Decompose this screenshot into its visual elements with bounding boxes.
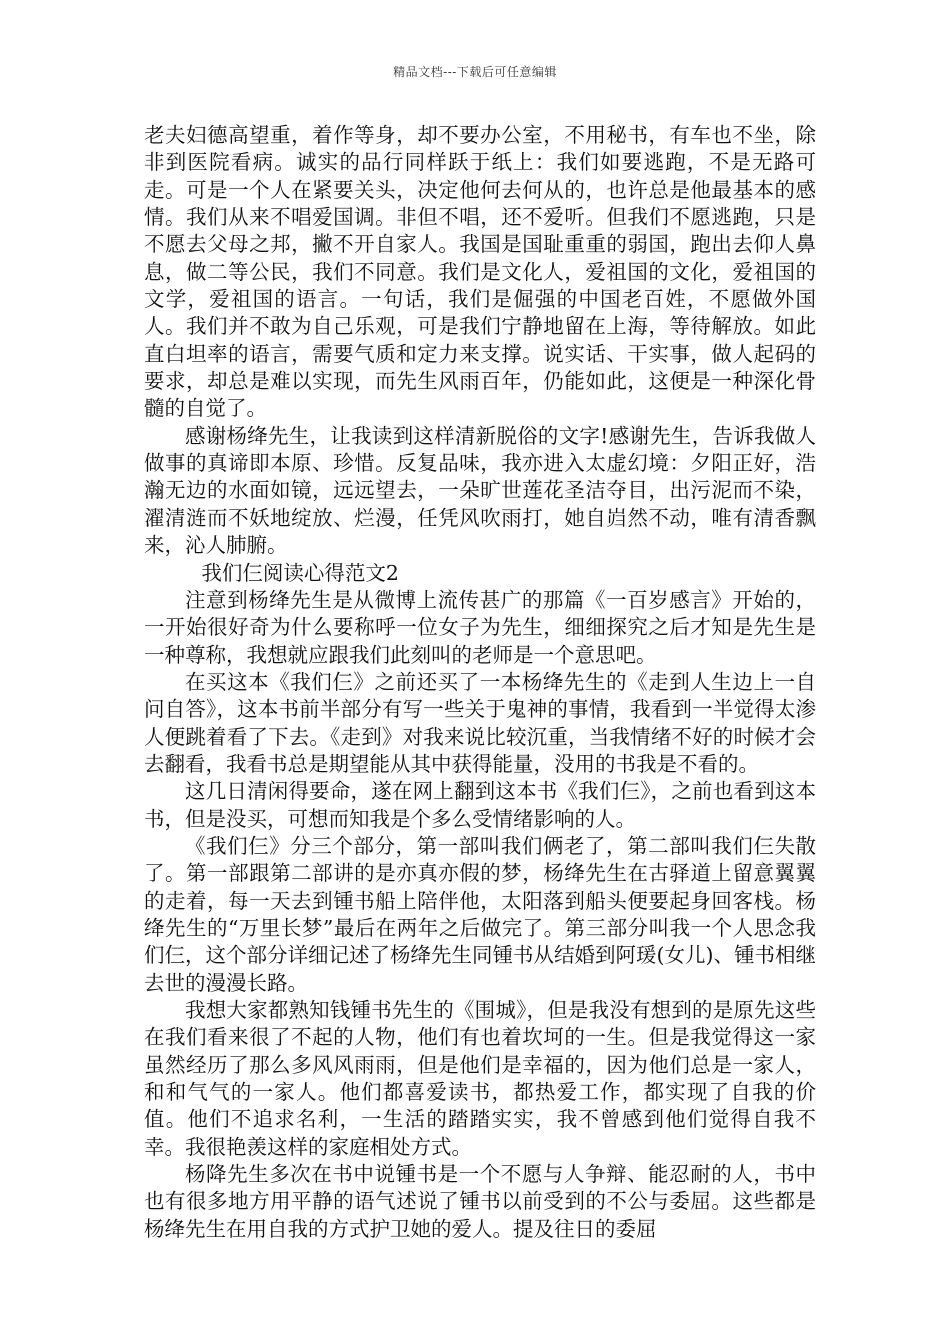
paragraph-intro: 注意到杨绛先生是从微博上流传甚广的那篇《一百岁感言》开始的，一开始很好奇为什么要称呼一位女子为先生，细细探究之后才知是先生是一种尊称，我想就应跟我们此刻叫的老师是一个意思吧。	[144, 587, 816, 667]
page-header: 精品文档---下载后可任意编辑	[393, 65, 557, 79]
paragraph-continuation: 老夫妇德高望重，着作等身，却不要办公室，不用秘书，有车也不坐，除非到医院看病。诚实的品行同样跃于纸上：我们如要逃跑，不是无路可走。可是一个人在紧要关头，决定他何去何从的，也许总是他最基本的感情。我们从来不唱爱国调。非但不唱，还不爱听。但我们不愿逃跑，只是不愿去父母之邦，撇不开自家人。我国是国耻重重的弱国，跑出去仰人鼻息，做二等公民，我们不同意。我们是文化人，爱祖国的文化，爱祖国的文学，爱祖国的语言。一句话，我们是倔强的中国老百姓，不愿做外国人。我们并不敢为自己乐观，可是我们宁静地留在上海，等待解放。如此直白坦率的语言，需要气质和定力来支撑。说实话、干实事，做人起码的要求，却总是难以实现，而先生风雨百年，仍能如此，这便是一种深化骨髓的自觉了。	[144, 123, 816, 421]
paragraph-previous-book: 在买这本《我们仨》之前还买了一本杨绛先生的《走到人生边上一自问自答》，这本书前半部分有写一些关于鬼神的事情，我看到一半觉得太渗人便跳着看了下去。《走到》对我来说比较沉重，当我情绪不好的时候才会去翻看，我看书总是期望能从其中获得能量，没用的书我是不看的。	[144, 669, 816, 776]
paragraph-book-structure: 《我们仨》分三个部分，第一部叫我们俩老了，第二部叫我们仨失散了。第一部跟第二部讲的是亦真亦假的梦，杨绛先生在古驿道上留意翼翼的走着，每一天去到锺书船上陪伴他，太阳落到船头便要起身回客栈。杨绛先生的“万里长梦”最后在两年之后做完了。第三部分叫我一个人思念我们仨，这个部分详细记述了杨绛先生同锺书从结婚到阿瑗(女儿)、锺书相继去世的漫漫长路。	[144, 833, 816, 995]
paragraph-zhongshu: 杨降先生多次在书中说锺书是一个不愿与人争辩、能忍耐的人，书中也有很多地方用平静的语气述说了锺书以前受到的不公与委屈。这些都是杨绛先生在用自我的方式护卫她的爱人。提及往日的委屈	[144, 1162, 816, 1241]
paragraph-found-book: 这几日清闲得要命，遂在网上翻到这本书《我们仨》，之前也看到这本书，但是没买，可想而知我是个多么受情绪影响的人。	[144, 779, 816, 831]
section-heading: 我们仨阅读心得范文2	[201, 560, 399, 585]
paragraph-gratitude: 感谢杨绛先生，让我读到这样清新脱俗的文字!感谢先生，告诉我做人做事的真谛即本原、珍惜。反复品味，我亦进入太虚幻境：夕阳正好，浩瀚无边的水面如镜，远远望去，一朵旷世莲花圣洁夺目，出污泥而不染，濯清涟而不妖地绽放、烂漫，任凭风吹雨打，她自岿然不动，唯有清香飘来，沁人肺腑。	[144, 423, 816, 558]
paragraph-family: 我想大家都熟知钱锺书先生的《围城》，但是我没有想到的是原先这些在我们看来很了不起的人物，他们有也着坎坷的一生。但是我觉得这一家虽然经历了那么多风风雨雨，但是他们是幸福的，因为他们总是一家人，和和气气的一家人。他们都喜爱读书，都热爱工作，都实现了自我的价值。他们不追求名利，一生活的踏踏实实，我不曾感到他们觉得自我不幸。我很艳羡这样的家庭相处方式。	[144, 998, 816, 1159]
document-body	[144, 122, 816, 1243]
